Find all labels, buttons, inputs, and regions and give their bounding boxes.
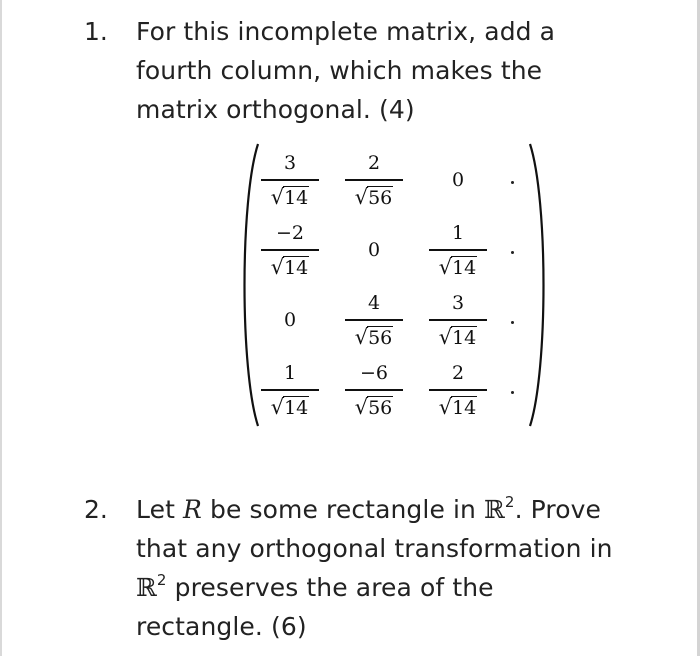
radicand: 14 bbox=[284, 256, 309, 279]
question-2-text bbox=[136, 490, 613, 646]
fraction bbox=[261, 221, 319, 279]
variable-R: R bbox=[183, 495, 202, 524]
fraction-denominator bbox=[355, 394, 394, 419]
sqrt-icon: √ bbox=[438, 394, 453, 419]
fraction-numerator: 3 bbox=[283, 152, 297, 175]
question-1-line-1: For this incomplete matrix, add a bbox=[136, 17, 556, 46]
radicand: 14 bbox=[284, 186, 309, 209]
matrix bbox=[238, 140, 548, 430]
fraction-bar bbox=[429, 389, 487, 391]
sqrt-icon: √ bbox=[438, 254, 453, 279]
entry-value: 0 bbox=[367, 239, 381, 261]
radicand: 56 bbox=[368, 396, 393, 419]
fraction-bar bbox=[261, 179, 319, 181]
fraction bbox=[429, 361, 487, 419]
question-2-line-4: rectangle. (6) bbox=[136, 612, 307, 641]
fraction bbox=[261, 361, 319, 419]
fraction bbox=[261, 151, 319, 209]
sqrt-icon: √ bbox=[270, 184, 285, 209]
text-prove: . Prove bbox=[514, 495, 601, 524]
text-preserves-area: preserves the area of the bbox=[166, 573, 494, 602]
radicand: 56 bbox=[368, 186, 393, 209]
left-border bbox=[0, 0, 2, 656]
fraction-numerator: 1 bbox=[283, 362, 297, 385]
matrix-entry-r2-c1 bbox=[248, 215, 332, 285]
question-2-number: 2. bbox=[84, 495, 108, 524]
matrix-entry-r1-c3 bbox=[416, 145, 500, 215]
fraction bbox=[429, 221, 487, 279]
fraction-denominator bbox=[271, 184, 310, 209]
fraction-denominator bbox=[271, 254, 310, 279]
fraction-numerator: −2 bbox=[275, 222, 304, 245]
reals-symbol: ℝ bbox=[484, 495, 505, 524]
question-1-line-3: matrix orthogonal. (4) bbox=[136, 95, 415, 124]
fraction-bar bbox=[429, 249, 487, 251]
exponent: 2 bbox=[504, 492, 515, 511]
text-rectangle-in: be some rectangle in bbox=[201, 495, 485, 524]
matrix-entry-r1-c1 bbox=[248, 145, 332, 215]
fraction-numerator: 4 bbox=[367, 292, 381, 315]
entry-value: 0 bbox=[283, 309, 297, 331]
fraction-denominator bbox=[439, 324, 478, 349]
fraction-bar bbox=[345, 179, 403, 181]
matrix-entry-r4-c2 bbox=[332, 355, 416, 425]
fraction-numerator: 1 bbox=[451, 222, 465, 245]
fraction-numerator: −6 bbox=[359, 362, 388, 385]
fraction-bar bbox=[429, 319, 487, 321]
exponent: 2 bbox=[156, 570, 167, 589]
sqrt-icon: √ bbox=[270, 394, 285, 419]
sqrt-icon: √ bbox=[354, 394, 369, 419]
matrix-entry-r3-c3 bbox=[416, 285, 500, 355]
fraction bbox=[345, 361, 403, 419]
question-1-text bbox=[136, 12, 555, 129]
radicand: 14 bbox=[452, 326, 477, 349]
matrix-entry-r4-c3 bbox=[416, 355, 500, 425]
question-1-line-2: fourth column, which makes the bbox=[136, 56, 543, 85]
matrix-entry-r2-c2 bbox=[332, 215, 416, 285]
sqrt-icon: √ bbox=[270, 254, 285, 279]
sqrt-icon: √ bbox=[354, 324, 369, 349]
fraction-bar bbox=[345, 389, 403, 391]
matrix-entry-r4-c1 bbox=[248, 355, 332, 425]
fraction-bar bbox=[261, 389, 319, 391]
missing-entry-placeholder bbox=[511, 181, 514, 184]
matrix-entry-r3-c1 bbox=[248, 285, 332, 355]
radicand: 14 bbox=[452, 396, 477, 419]
right-parenthesis bbox=[526, 140, 550, 430]
question-2-line-3 bbox=[136, 568, 613, 607]
reals-symbol: ℝ bbox=[136, 573, 157, 602]
radicand: 56 bbox=[368, 326, 393, 349]
matrix-entry-r1-c2 bbox=[332, 145, 416, 215]
entry-value: 0 bbox=[451, 169, 465, 191]
fraction-bar bbox=[261, 249, 319, 251]
sqrt-icon: √ bbox=[438, 324, 453, 349]
fraction-numerator: 3 bbox=[451, 292, 465, 315]
fraction-bar bbox=[345, 319, 403, 321]
fraction-denominator bbox=[355, 324, 394, 349]
matrix-entry-r3-c2 bbox=[332, 285, 416, 355]
fraction-denominator bbox=[355, 184, 394, 209]
text-let: Let bbox=[136, 495, 184, 524]
question-2-line-2: that any orthogonal transformation in bbox=[136, 534, 613, 563]
fraction-denominator bbox=[439, 254, 478, 279]
question-2-line-1 bbox=[136, 490, 613, 529]
matrix-entry-r2-c3 bbox=[416, 215, 500, 285]
question-1-number: 1. bbox=[84, 17, 108, 46]
missing-entry-placeholder bbox=[511, 321, 514, 324]
fraction-denominator bbox=[439, 394, 478, 419]
fraction-numerator: 2 bbox=[367, 152, 381, 175]
fraction-numerator: 2 bbox=[451, 362, 465, 385]
fraction bbox=[345, 291, 403, 349]
fraction-denominator bbox=[271, 394, 310, 419]
radicand: 14 bbox=[452, 256, 477, 279]
sqrt-icon: √ bbox=[354, 184, 369, 209]
radicand: 14 bbox=[284, 396, 309, 419]
missing-entry-placeholder bbox=[511, 251, 514, 254]
fraction bbox=[345, 151, 403, 209]
missing-entry-placeholder bbox=[511, 391, 514, 394]
fraction bbox=[429, 291, 487, 349]
